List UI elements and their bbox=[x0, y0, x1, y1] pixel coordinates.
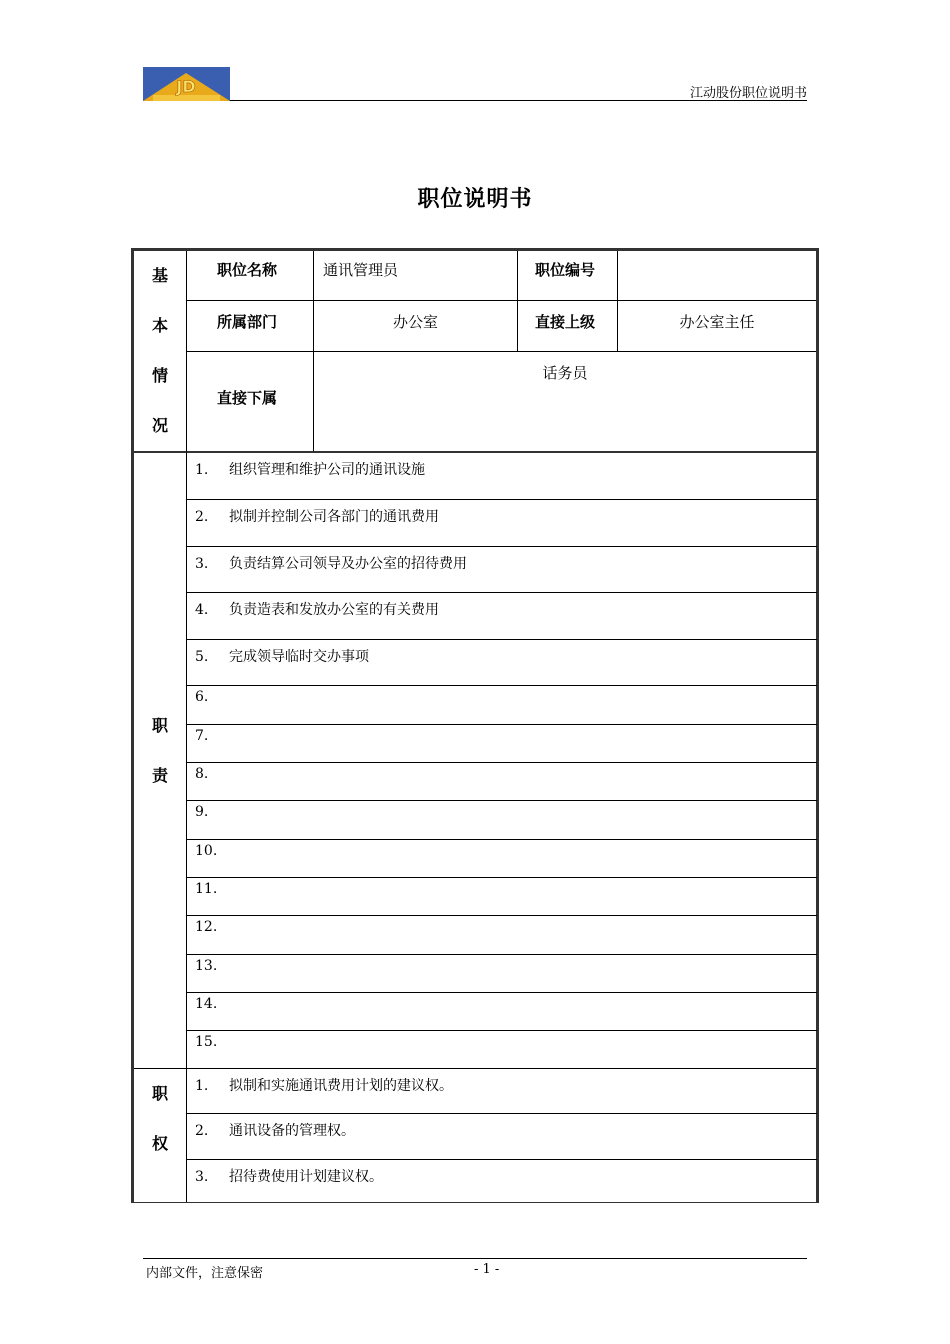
position-name-label: 职位名称 bbox=[186, 251, 313, 300]
footer-rule bbox=[143, 1258, 807, 1259]
duty-item: 7. bbox=[187, 724, 817, 762]
department-value: 办公室 bbox=[313, 300, 517, 351]
superior-value: 办公室主任 bbox=[617, 300, 816, 351]
section-duties-label: 职 责 bbox=[134, 451, 186, 1068]
job-description-table bbox=[131, 248, 819, 1203]
duty-item: 8. bbox=[187, 762, 817, 800]
duty-item: 9. bbox=[187, 800, 817, 839]
superior-label: 直接上级 bbox=[517, 300, 617, 351]
svg-text:JD: JD bbox=[176, 77, 196, 96]
authority-item: 3. 招待费使用计划建议权。 bbox=[187, 1159, 817, 1203]
duty-item: 14. bbox=[187, 992, 817, 1030]
duty-item: 4. 负责造表和发放办公室的有关费用 bbox=[187, 592, 817, 639]
position-code-label: 职位编号 bbox=[517, 251, 617, 300]
duty-item: 13. bbox=[187, 954, 817, 992]
duty-item: 2. 拟制并控制公司各部门的通讯费用 bbox=[187, 499, 817, 546]
footer-confidential-note: 内部文件，注意保密 bbox=[146, 1266, 264, 1281]
position-code-value bbox=[617, 251, 816, 300]
header-document-name: 江动股份职位说明书 bbox=[689, 86, 807, 101]
subordinate-label: 直接下属 bbox=[186, 351, 313, 451]
position-name-value: 通讯管理员 bbox=[313, 251, 517, 300]
duty-item: 11. bbox=[187, 877, 817, 915]
page-number: - 1 - bbox=[474, 1262, 500, 1277]
authority-list bbox=[186, 1068, 816, 1202]
header-rule bbox=[230, 100, 807, 101]
duty-item: 10. bbox=[187, 839, 817, 877]
authority-item: 2. 通讯设备的管理权。 bbox=[187, 1113, 817, 1159]
department-label: 所属部门 bbox=[186, 300, 313, 351]
duty-item: 3. 负责结算公司领导及办公室的招待费用 bbox=[187, 546, 817, 592]
duty-item: 6. bbox=[187, 685, 817, 724]
section-authority-label: 职 权 bbox=[134, 1068, 186, 1202]
duty-item: 15. bbox=[187, 1030, 817, 1068]
authority-item: 1. 拟制和实施通讯费用计划的建议权。 bbox=[195, 1078, 453, 1094]
section-basic-label: 基 本 情 况 bbox=[151, 266, 168, 435]
duty-item: 1. 组织管理和维护公司的通讯设施 bbox=[195, 462, 425, 478]
company-logo bbox=[143, 67, 230, 101]
duty-item: 5. 完成领导临时交办事项 bbox=[187, 639, 817, 685]
duty-item: 12. bbox=[187, 915, 817, 954]
subordinate-value: 话务员 bbox=[313, 351, 816, 451]
page-title: 职位说明书 bbox=[417, 187, 533, 212]
duties-list bbox=[186, 451, 816, 1068]
